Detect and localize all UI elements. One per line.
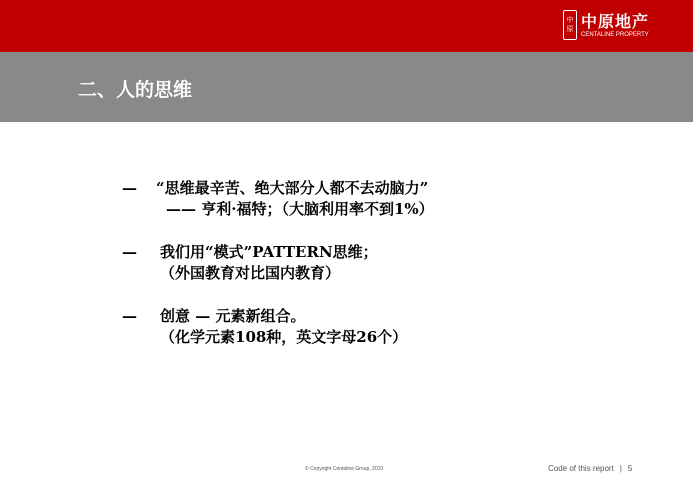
bullet-item bbox=[122, 242, 642, 284]
slide-content bbox=[122, 178, 642, 370]
page-number: 5 bbox=[627, 464, 633, 473]
bullet-text: —— 亨利·福特；（大脑利用率不到1%） bbox=[166, 200, 434, 218]
bullet-text: “思维最辛苦、绝大部分人都不去动脑力” bbox=[156, 179, 429, 197]
bullet-item bbox=[122, 178, 642, 220]
logo-name-cn: 中原地产 bbox=[580, 11, 649, 31]
bullet-dash: — bbox=[122, 307, 136, 325]
bullet-text: 创意 — 元素新组合。 bbox=[160, 307, 306, 325]
copyright-text: © Copyright Centaline Group, 2010 bbox=[305, 466, 384, 472]
title-band bbox=[0, 52, 693, 122]
bullet-text: 我们用“模式”PATTERN思维； bbox=[160, 243, 378, 261]
bullet-item bbox=[122, 306, 642, 348]
logo-seal-top: 中 bbox=[566, 16, 574, 24]
bullet-text: （外国教育对比国内教育） bbox=[160, 264, 341, 282]
report-label: Code of this report bbox=[548, 464, 614, 473]
bullet-dash: — bbox=[122, 243, 136, 261]
company-logo bbox=[563, 9, 649, 41]
logo-text bbox=[581, 12, 649, 39]
slide-title: 二、人的思维 bbox=[78, 79, 193, 101]
header-bar bbox=[0, 0, 693, 52]
logo-seal-icon bbox=[563, 10, 577, 40]
bullet-dash: — bbox=[122, 179, 136, 197]
footer-separator: | bbox=[619, 464, 622, 473]
bullet-text: （化学元素108种，英文字母26个） bbox=[160, 328, 408, 346]
logo-name-en: CENTALINE PROPERTY bbox=[580, 31, 649, 38]
report-footer bbox=[548, 464, 632, 473]
logo-seal-bottom: 原 bbox=[566, 25, 574, 33]
